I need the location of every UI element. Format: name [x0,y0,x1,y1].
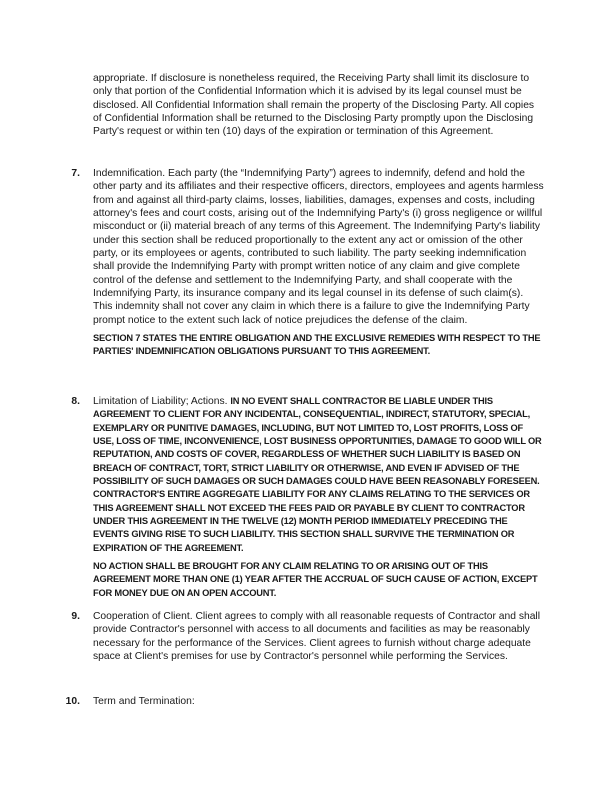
section-8-lead-in: Limitation of Liability; Actions. [93,396,231,407]
section-8-caps-body: IN NO EVENT SHALL CONTRACTOR BE LIABLE UNDER THIS AGREEMENT TO CLIENT FOR ANY INCIDENTAL, CONSEQUENTIAL, INDIRECT, STATUTORY, SPECIAL, EXEMPLARY OR PUNITIVE DAMAGES, INCLUDING, BUT NOT LIMITED TO, LOST PROFITS, LOSS OF USE, LOSS OF TIME, INCONVENIENCE, LOST BUSINESS OPPORTUNITIES, DAMAGE TO GOOD WILL OR REPUTATION, AND COSTS OF COVER, REGARDLESS OF WHETHER SUCH LIABILITY IS BASED ON BREACH OF CONTRACT, TORT, STRICT LIABILITY OR OTHERWISE, AND EVEN IF ADVISED OF THE POSSIBILITY OF SUCH DAMAGES OR SUCH DAMAGES COULD HAVE BEEN REASONABLY FORESEEN. CONTRACTOR'S ENTIRE AGGREGATE LIABILITY FOR ANY CLAIMS RELATING TO THE SERVICES OR THIS AGREEMENT SHALL NOT EXCEED THE FEES PAID OR PAYABLE BY CLIENT TO CONTRACTOR UNDER THIS AGREEMENT IN THE TWELVE (12) MONTH PERIOD IMMEDIATELY PRECEDING THE EVENTS GIVING RISE TO SUCH LIABILITY. THIS SECTION SHALL SURVIVE THE TERMINATION OR EXPIRATION OF THE AGREEMENT. [93,396,542,553]
continuation-paragraph-block [93,72,545,139]
section-7-body: Indemnification. Each party (the “Indemnifying Party”) agrees to indemnify, defend and hold the other party and its affiliates and their respective officers, directors, employees and agents harmless from and against all third-party claims, losses, liabilities, damages, expenses and costs, including attorney's fees and court costs, arising out of the Indemnifying Party's (i) gross negligence or willful misconduct or (ii) material breach of any terms of this Agreement. The Indemnifying Party's liability under this section shall be reduced proportionally to the extent any act or omission of the other party, or its employees or agents, contributed to such liability. The party seeking indemnification shall provide the Indemnifying Party with prompt written notice of any claim and give complete control of the defense and settlement to the Indemnifying Party, and shall cooperate with the Indemnifying Party, its insurance company and its legal counsel in its defense of such claim(s). This indemnity shall not cover any claim in which there is a failure to give the Indemnifying Party prompt notice to the extent such lack of notice prejudices the defense of the claim. [93,168,544,326]
section-9-cooperation-of-client [71,610,545,663]
section-10-body: Term and Termination: [93,696,195,707]
continuation-paragraph: appropriate. If disclosure is nonetheless required, the Receiving Party shall limit its disclosure to only that portion of the Confidential Information which it is advised by its legal counsel must be disclosed. All Confidential Information shall remain the property of the Disclosing Party. All copies of Confidential Information shall be returned to the Disclosing Party promptly upon the Disclosing Party's request or within ten (10) days of the expiration or termination of this Agreement. [93,73,535,138]
section-10-term-and-termination [65,695,545,708]
section-10-number: 10. [65,696,80,707]
section-7-caps-paragraph: SECTION 7 STATES THE ENTIRE OBLIGATION AND THE EXCLUSIVE REMEDIES WITH RESPECT TO THE PARTIES' INDEMNIFICATION OBLIGATIONS PURSUANT TO THIS AGREEMENT. [93,333,541,357]
section-8-caps-paragraph-2: NO ACTION SHALL BE BROUGHT FOR ANY CLAIM RELATING TO OR ARISING OUT OF THIS AGREEMENT MORE THAN ONE (1) YEAR AFTER THE ACCRUAL OF SUCH CAUSE OF ACTION, EXCEPT FOR MONEY DUE ON AN OPEN ACCOUNT. [93,561,538,598]
section-7-number: 7. [71,168,80,179]
section-7-indemnification [71,167,545,359]
section-8-number: 8. [71,396,80,407]
section-9-body: Cooperation of Client. Client agrees to comply with all reasonable requests of Contractor and shall provide Contractor's personnel with access to all documents and facilities as may be reasonably necessary for the performance of the Services. Client agrees to furnish without charge adequate space at Client's premises for use by Contractor's personnel while performing the Services. [93,611,541,663]
section-8-body [93,395,545,555]
section-8-limitation-of-liability [71,395,545,600]
section-9-number: 9. [71,611,80,622]
